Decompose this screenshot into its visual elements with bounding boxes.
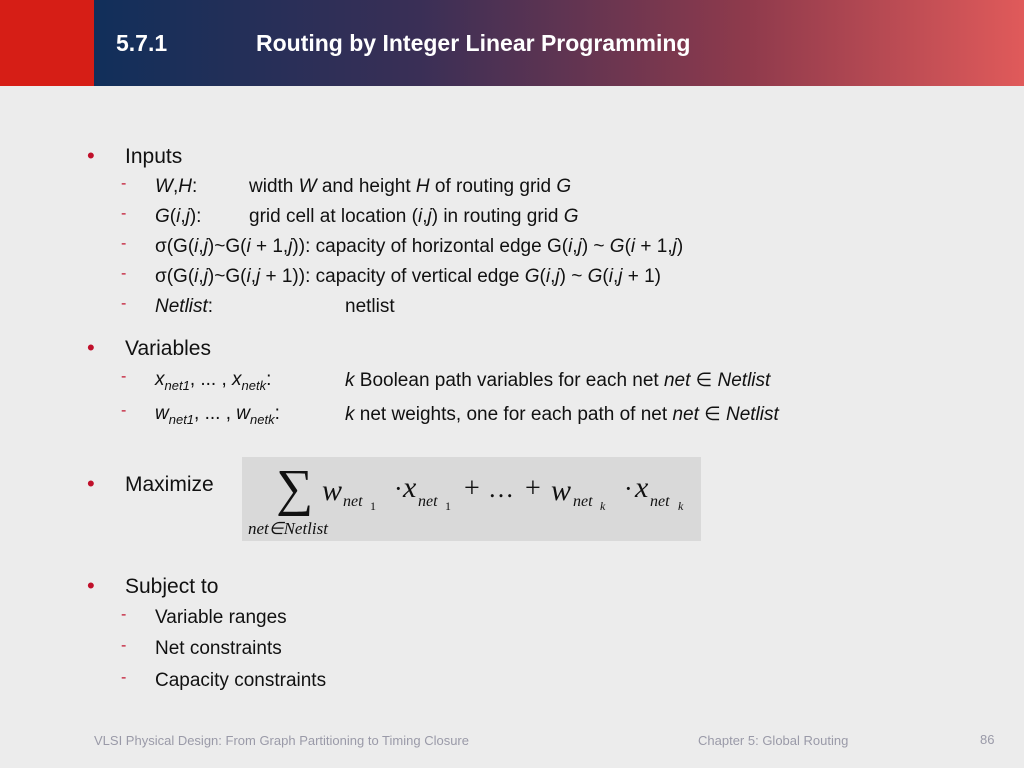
- dash-icon: -: [121, 368, 127, 385]
- input-desc-gij: grid cell at location (i,j) in routing grid G: [249, 206, 579, 227]
- w-term-k-net: net: [573, 493, 593, 510]
- inputs-heading: Inputs: [125, 145, 183, 168]
- subject-to-heading: Subject to: [125, 575, 219, 598]
- page-number: 86: [980, 732, 995, 747]
- constraint-variable-ranges: Variable ranges: [155, 607, 287, 628]
- title-bar: [0, 0, 1024, 86]
- footer-chapter: Chapter 5: Global Routing: [698, 733, 849, 748]
- page-title: Routing by Integer Linear Programming: [256, 30, 691, 56]
- dash-icon: -: [121, 295, 127, 312]
- bullet-icon: •: [87, 143, 95, 168]
- plus-operator: +: [525, 473, 541, 504]
- sum-symbol: ∑: [276, 460, 314, 517]
- variable-desc-w: k net weights, one for each path of net net ∈ Netlist: [345, 404, 779, 425]
- x-term-k-sub: k: [678, 499, 684, 513]
- variables-heading: Variables: [125, 337, 211, 360]
- input-desc-netlist: netlist: [345, 296, 395, 317]
- bullet-icon: •: [87, 573, 95, 598]
- dash-icon: -: [121, 205, 127, 222]
- ellipsis: …: [488, 474, 514, 503]
- objective-formula-svg: [242, 457, 701, 541]
- constraint-net: Net constraints: [155, 638, 282, 659]
- x-term-1: x: [403, 471, 417, 504]
- variable-term-x: $x_{net1}$, ... , $x_{netk}$:: [155, 369, 272, 393]
- dot-operator: ·: [394, 474, 403, 503]
- dash-icon: -: [121, 669, 127, 686]
- input-term-netlist: Netlist:: [155, 296, 214, 317]
- dash-icon: -: [121, 175, 127, 192]
- input-row-vertical-capacity: σ(G(i,j)~G(i,j + 1)): capacity of vertical edge G(i,j) ~ G(i,j + 1): [155, 266, 662, 287]
- x-term-k-net: net: [650, 493, 670, 510]
- plus-operator: +: [464, 473, 480, 504]
- objective-formula: [242, 457, 701, 541]
- constraint-capacity: Capacity constraints: [155, 670, 327, 691]
- variable-term-w: $w_{net1}$, ... , $w_{netk}$:: [155, 403, 280, 427]
- bullet-icon: •: [87, 471, 95, 496]
- w-term-k-sub: k: [600, 499, 606, 513]
- x-term-1-net: net: [418, 493, 438, 510]
- maximize-heading: Maximize: [125, 473, 214, 496]
- footer-book-title: VLSI Physical Design: From Graph Partitioning to Timing Closure: [94, 733, 469, 748]
- bullet-icon: •: [87, 335, 95, 360]
- w-term-1: w: [322, 474, 343, 507]
- input-term-wh: W,H:: [155, 176, 198, 197]
- dash-icon: -: [121, 637, 127, 654]
- dash-icon: -: [121, 235, 127, 252]
- input-row-horizontal-capacity: σ(G(i,j)~G(i + 1,j)): capacity of horizontal edge G(i,j) ~ G(i + 1,j): [155, 236, 684, 257]
- x-term-k: x: [635, 471, 649, 504]
- input-term-gij: G(i,j):: [155, 206, 202, 227]
- dash-icon: -: [121, 265, 127, 282]
- w-term-1-net: net: [343, 493, 363, 510]
- w-term-1-sub: 1: [370, 499, 376, 513]
- sum-index: net∈Netlist: [248, 519, 328, 538]
- x-term-1-sub: 1: [445, 499, 451, 513]
- input-desc-wh: width W and height H of routing grid G: [249, 176, 572, 197]
- section-number: 5.7.1: [116, 30, 168, 56]
- variable-desc-x: k Boolean path variables for each net net ∈ Netlist: [345, 370, 771, 391]
- dot-operator: ·: [624, 474, 633, 503]
- dash-icon: -: [121, 606, 127, 623]
- title-bar-red-block: [0, 0, 94, 86]
- w-term-k: w: [551, 474, 572, 507]
- dash-icon: -: [121, 402, 127, 419]
